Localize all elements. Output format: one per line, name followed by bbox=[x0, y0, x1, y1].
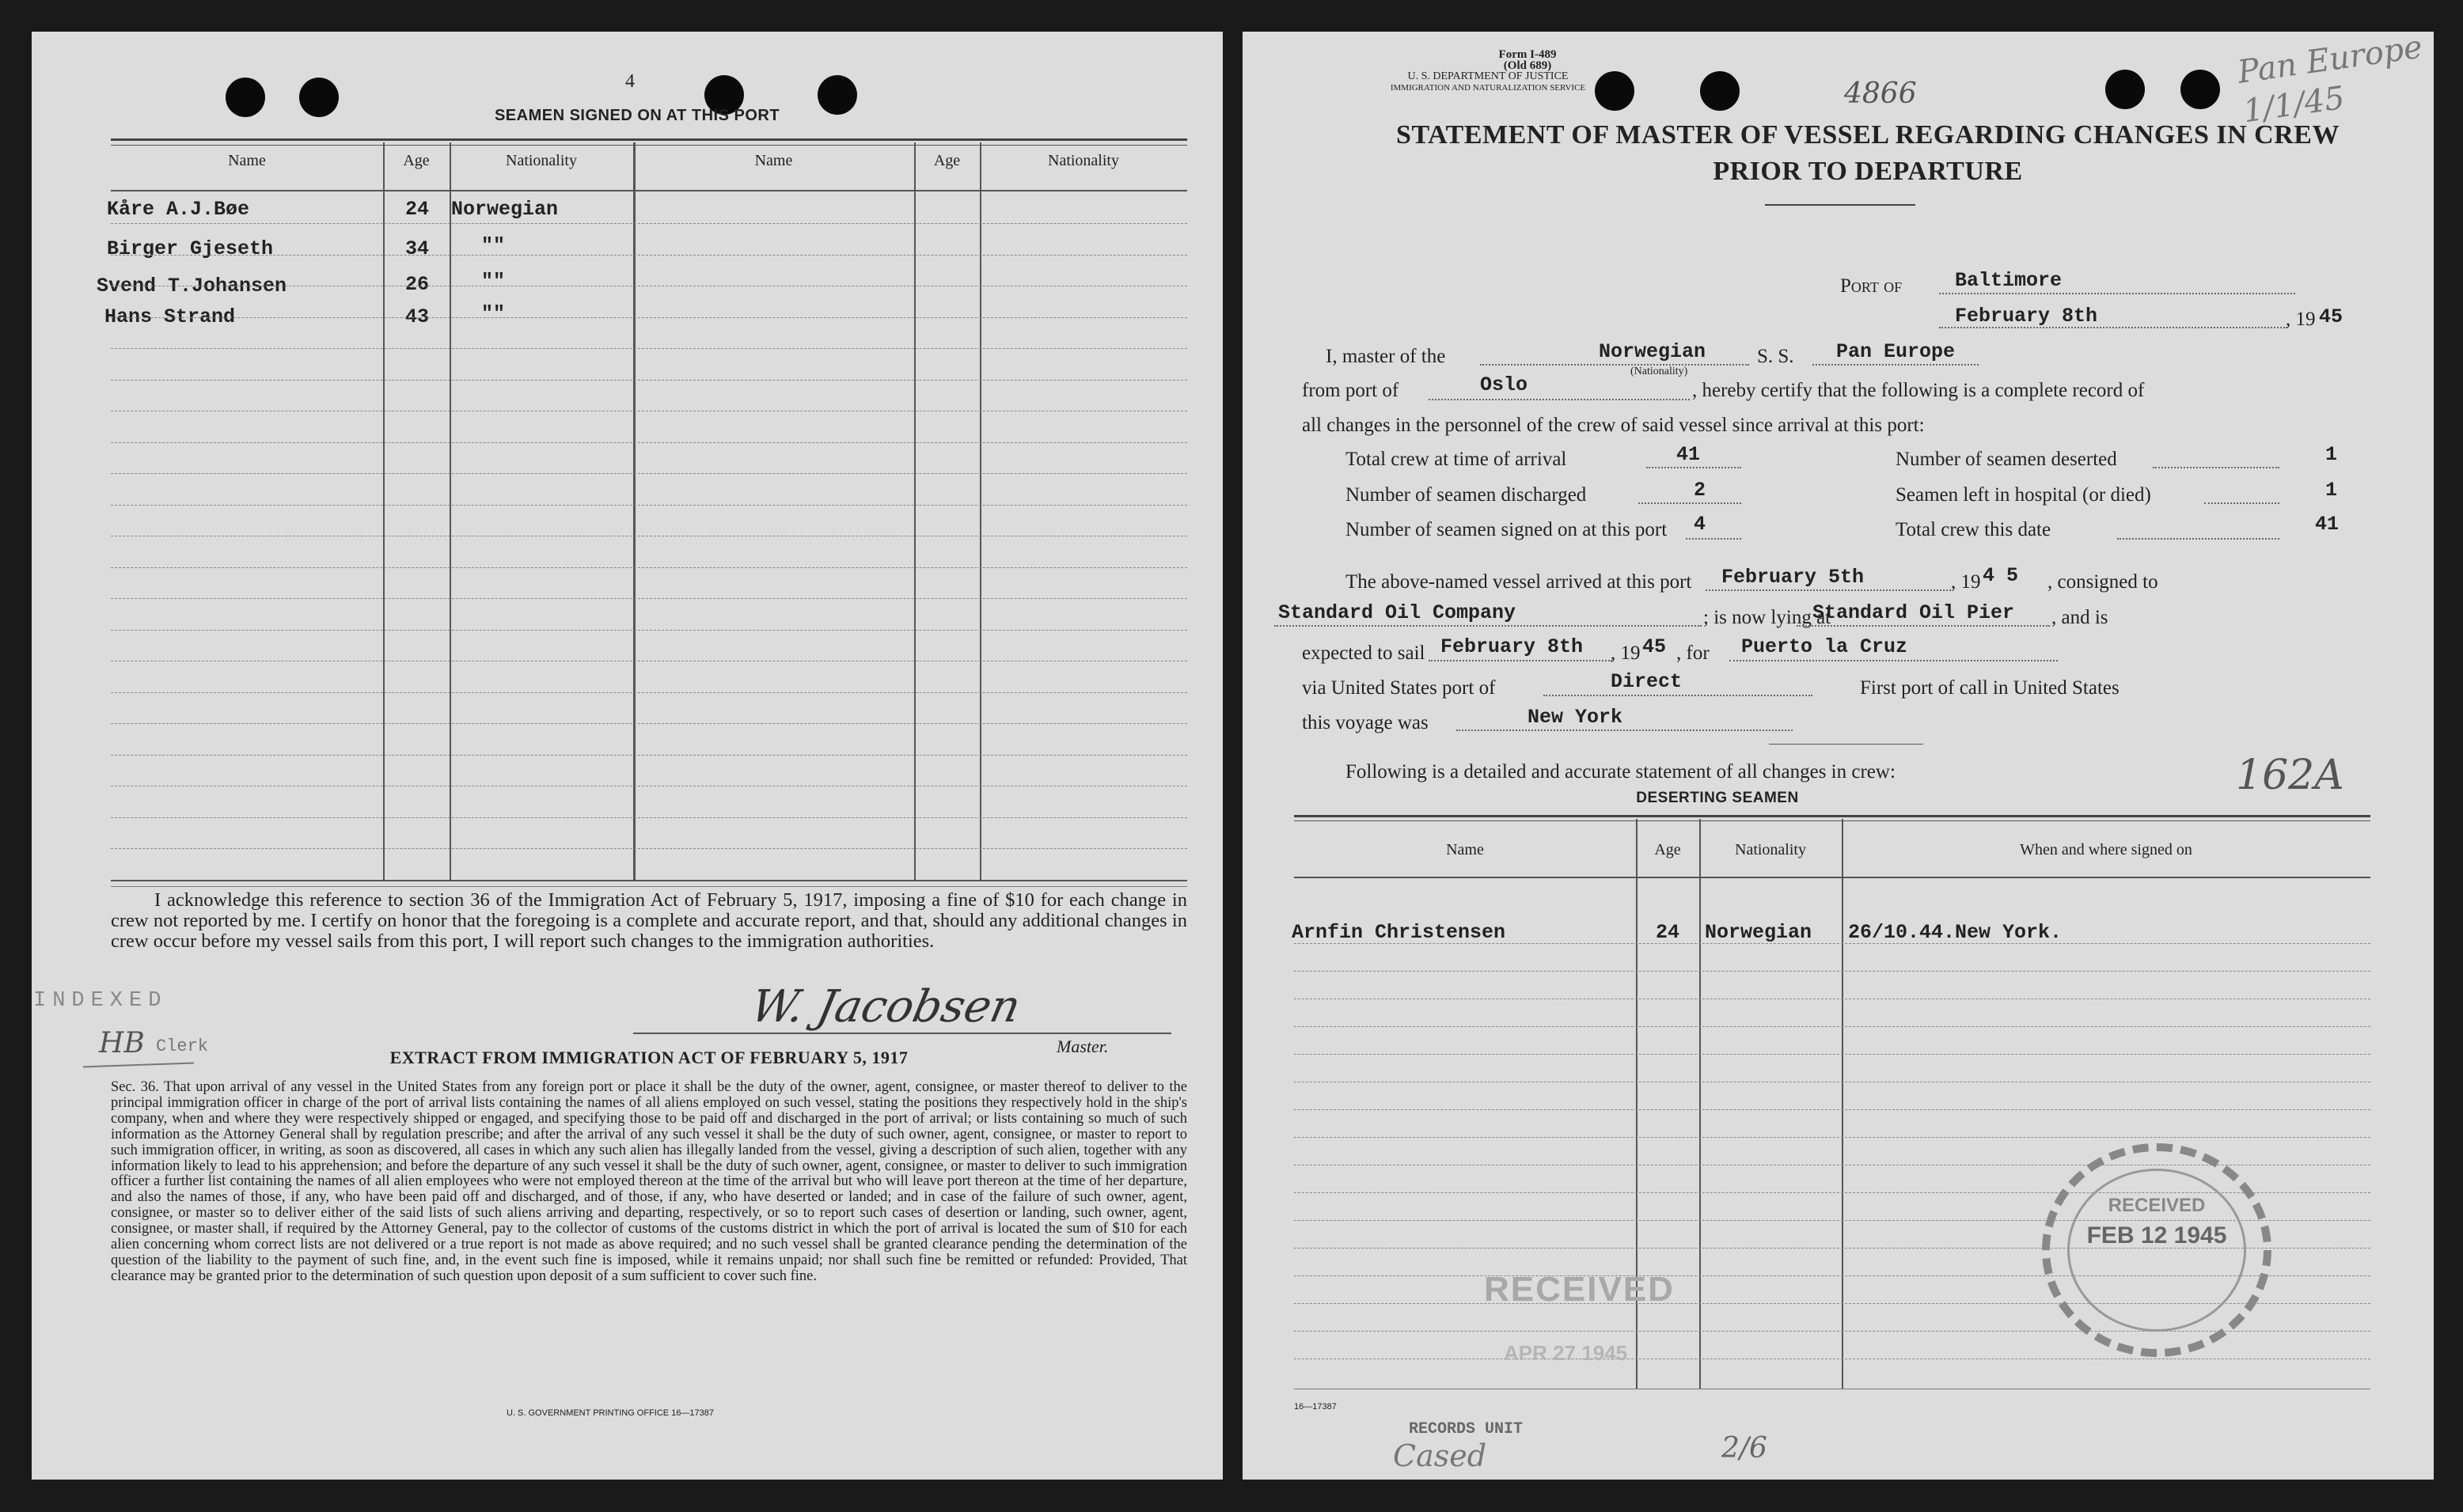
form-title-1: STATEMENT OF MASTER OF VESSEL REGARDING CHANGES IN CREW bbox=[1396, 120, 2340, 150]
col-header-age: Age bbox=[1654, 841, 1681, 858]
section-title: SEAMEN SIGNED ON AT THIS PORT bbox=[494, 107, 780, 124]
table-row-line bbox=[111, 473, 1187, 474]
handwritten-number: 4866 bbox=[1844, 78, 1917, 110]
date-fill-line bbox=[1939, 327, 2287, 328]
vessel-name: Pan Europe bbox=[1836, 340, 1956, 363]
stat-dots bbox=[1646, 467, 1741, 468]
table-row-line bbox=[1294, 943, 2370, 944]
title-rule bbox=[1765, 204, 1915, 206]
col-header-nationality: Nationality bbox=[1048, 152, 1119, 169]
page-number: 4 bbox=[625, 71, 635, 92]
ss-label: S. S. bbox=[1757, 346, 1794, 367]
consignee-fill-line bbox=[1274, 625, 1702, 627]
col-header-name: Name bbox=[1446, 841, 1484, 858]
form-id: Form I-489 bbox=[1498, 48, 1557, 61]
table-row-line bbox=[1294, 1054, 2370, 1055]
table-row-line bbox=[111, 723, 1187, 724]
stat-value-deserted: 1 bbox=[2325, 443, 2338, 466]
row-age: 26 bbox=[405, 273, 430, 296]
first-port-value: New York bbox=[1528, 706, 1623, 729]
table-bottom-rule bbox=[111, 880, 1187, 881]
table-top-rule bbox=[1294, 820, 2370, 821]
punch-hole bbox=[2180, 70, 2220, 109]
table-row-line bbox=[1294, 971, 2370, 972]
stat-value-signed-on: 4 bbox=[1694, 513, 1706, 536]
column-divider bbox=[450, 142, 451, 880]
certify-text: , hereby certify that the following is a complete record of bbox=[1692, 380, 2145, 401]
arrived-year-prefix: , 19 bbox=[1951, 571, 1981, 593]
sail-date-fill-line bbox=[1429, 660, 1612, 661]
clerk-initials: HB bbox=[99, 1027, 145, 1059]
stat-label-discharged: Number of seamen discharged bbox=[1345, 484, 1587, 506]
table-row-line bbox=[111, 223, 1187, 224]
col-header-age: Age bbox=[403, 152, 430, 169]
row-nationality: "" bbox=[481, 234, 506, 257]
table-row-line bbox=[111, 317, 1187, 318]
acknowledgment-text: I acknowledge this reference to section 36 of the Immigration Act of February 5, 1917, imposing a fine of $10 for each change in crew not reported by me. I certify on honor that the foregoing is a complete and accurate report, and that, should any additional changes in crew occur before my vessel sails from this port, I will report such changes to the immigration authorities. bbox=[111, 889, 1187, 952]
nationality-value: Norwegian bbox=[1599, 340, 1706, 363]
stat-label-hospital: Seamen left in hospital (or died) bbox=[1896, 484, 2151, 506]
and-is-label: , and is bbox=[2051, 607, 2108, 628]
row-nationality: Norwegian bbox=[451, 198, 559, 221]
dept-name: U. S. DEPARTMENT OF JUSTICE bbox=[1407, 70, 1569, 82]
master-signature: W. Jacobsen bbox=[746, 981, 1025, 1033]
stat-dots bbox=[1638, 502, 1741, 504]
stat-dots bbox=[1686, 538, 1741, 540]
stat-label-signed-on: Number of seamen signed on at this port bbox=[1345, 519, 1668, 540]
stat-label-arrival: Total crew at time of arrival bbox=[1345, 449, 1567, 470]
right-page bbox=[1243, 28, 2434, 1480]
records-unit-stamp: RECORDS UNIT bbox=[1409, 1420, 1524, 1438]
for-label: , for bbox=[1676, 642, 1710, 664]
destination-value: Puerto la Cruz bbox=[1741, 635, 1908, 658]
table-row-line bbox=[111, 567, 1187, 568]
deserter-nationality: Norwegian bbox=[1705, 921, 1812, 944]
received-date: APR 27 1945 bbox=[1504, 1341, 1628, 1365]
expected-label: expected to sail bbox=[1302, 642, 1425, 664]
extract-title: EXTRACT FROM IMMIGRATION ACT OF FEBRUARY 5, 1917 bbox=[389, 1048, 909, 1067]
deserter-signed-on: 26/10.44.New York. bbox=[1848, 921, 2063, 944]
col-header-name: Name bbox=[228, 152, 266, 169]
date-value: February 8th bbox=[1955, 305, 2098, 328]
table-row-line bbox=[111, 348, 1187, 349]
master-of-label: I, master of the bbox=[1326, 346, 1446, 367]
master-label: Master. bbox=[1057, 1036, 1109, 1056]
sail-year-prefix: , 19 bbox=[1611, 642, 1641, 664]
col-header-age: Age bbox=[933, 152, 961, 169]
ack-rule bbox=[111, 886, 1187, 887]
table-top-rule bbox=[111, 138, 1187, 141]
left-page bbox=[32, 32, 1223, 1480]
table-row-line bbox=[1294, 1026, 2370, 1027]
section-divider bbox=[1769, 744, 1923, 745]
via-label: via United States port of bbox=[1302, 677, 1496, 699]
printing-office: U. S. GOVERNMENT PRINTING OFFICE 16—17387 bbox=[507, 1408, 715, 1418]
nationality-caption: (Nationality) bbox=[1630, 366, 1688, 377]
signature-line bbox=[633, 1033, 1171, 1034]
stat-dots bbox=[2204, 502, 2279, 504]
table-row-line bbox=[111, 817, 1187, 818]
table-row-line bbox=[111, 598, 1187, 599]
table-row-line bbox=[111, 442, 1187, 443]
table-row-line bbox=[1294, 1137, 2370, 1138]
arrived-label: The above-named vessel arrived at this port bbox=[1345, 571, 1692, 593]
form-header bbox=[1448, 49, 1607, 71]
punch-hole bbox=[2105, 70, 2145, 109]
year-prefix: , 19 bbox=[2286, 309, 2316, 330]
sail-date: February 8th bbox=[1440, 635, 1584, 658]
header-rule bbox=[111, 190, 1187, 191]
column-divider bbox=[383, 142, 385, 880]
table-top-rule bbox=[111, 145, 1187, 146]
footer-code: 16—17387 bbox=[1294, 1402, 1337, 1412]
year-value: 45 bbox=[2319, 305, 2343, 328]
round-stamp-date: FEB 12 1945 bbox=[2086, 1222, 2227, 1249]
received-stamp: RECEIVED bbox=[1484, 1270, 1675, 1309]
this-voyage-label: this voyage was bbox=[1302, 712, 1429, 733]
via-fill-line bbox=[1543, 695, 1812, 696]
vessel-fill-line bbox=[1812, 364, 1979, 366]
stat-dots bbox=[2153, 467, 2279, 468]
consigned-label: , consigned to bbox=[2047, 571, 2158, 593]
row-age: 43 bbox=[405, 305, 430, 328]
row-age: 24 bbox=[405, 198, 430, 221]
table-row-line bbox=[111, 255, 1187, 256]
row-nationality: "" bbox=[481, 302, 506, 325]
arrived-fill-line bbox=[1706, 589, 1951, 591]
col-header-name: Name bbox=[754, 152, 793, 169]
round-stamp-label: RECEIVED bbox=[2108, 1195, 2206, 1216]
from-port-value: Oslo bbox=[1480, 373, 1528, 396]
column-divider bbox=[914, 142, 916, 880]
port-label: Port of bbox=[1840, 275, 1903, 297]
punch-hole bbox=[1700, 71, 1740, 111]
lying-label: ; is now lying at bbox=[1703, 607, 1831, 628]
row-name: Birger Gjeseth bbox=[107, 237, 274, 260]
col-header-signed-on: When and where signed on bbox=[2020, 841, 2192, 858]
clerk-label: Clerk bbox=[156, 1036, 209, 1056]
column-divider bbox=[980, 142, 981, 880]
from-port-fill-line bbox=[1429, 399, 1690, 400]
arrived-year: 4 5 bbox=[1983, 564, 2019, 587]
service-name: IMMIGRATION AND NATURALIZATION SERVICE bbox=[1390, 83, 1586, 93]
col-header-nationality: Nationality bbox=[506, 152, 577, 169]
column-divider bbox=[633, 142, 636, 880]
row-name: Hans Strand bbox=[104, 305, 236, 328]
deserter-name: Arnfin Christensen bbox=[1292, 921, 1506, 944]
table-row-line bbox=[111, 380, 1187, 381]
page-mark: 2/6 bbox=[1721, 1432, 1767, 1465]
form-old: (Old 689) bbox=[1503, 59, 1552, 72]
deserter-age: 24 bbox=[1656, 921, 1680, 944]
stat-value-arrival: 41 bbox=[1676, 443, 1701, 466]
table-row-line bbox=[111, 755, 1187, 756]
row-age: 34 bbox=[405, 237, 430, 260]
arrived-date: February 5th bbox=[1721, 566, 1865, 589]
first-port-label: First port of call in United States bbox=[1860, 677, 2120, 699]
table-row-line bbox=[111, 692, 1187, 693]
destination-fill-line bbox=[1729, 660, 2058, 661]
table-row-line bbox=[1294, 1109, 2370, 1110]
round-stamp bbox=[2042, 1143, 2271, 1357]
table-row-line bbox=[111, 630, 1187, 631]
punch-hole bbox=[299, 78, 339, 117]
row-name: Kåre A.J.Bøe bbox=[107, 198, 250, 221]
port-value: Baltimore bbox=[1955, 269, 2063, 292]
col-header-nationality: Nationality bbox=[1735, 841, 1806, 858]
agency-header bbox=[1322, 71, 1654, 93]
port-fill-line bbox=[1939, 293, 2295, 294]
stat-value-hospital: 1 bbox=[2325, 479, 2338, 502]
sail-year: 45 bbox=[1642, 635, 1667, 658]
nationality-fill-line bbox=[1480, 364, 1749, 366]
table-top-rule bbox=[1294, 815, 2370, 817]
records-handwritten: Cased bbox=[1393, 1438, 1487, 1473]
stat-label-deserted: Number of seamen deserted bbox=[1896, 449, 2117, 470]
header-rule bbox=[1294, 877, 2370, 878]
handwritten-corner: Pan Europe 1/1/45 bbox=[2235, 28, 2425, 131]
certify-text-2: all changes in the personnel of the crew of said vessel since arrival at this port: bbox=[1302, 415, 1925, 436]
row-name: Svend T.Johansen bbox=[97, 275, 287, 297]
extract-body: Sec. 36. That upon arrival of any vessel in the United States from any foreign port or place it shall be the duty of the owner, agent, consignee, or master thereof to deliver to the principal immigration officer in charge of the port of arrival lists containing the names of all aliens employed on such vessel, stating the positions they respectively hold in the ship's company, when and where they were respectively shipped or engaged, and specifying those to be paid off and discharged in the port of arrival; or lists containing so much of such information as the Attorney General shall by regulation prescribe; and after the arrival of any such vessel it shall be the duty of such owner, agent, consignee, or master to report to such immigration officer, in writing, as soon as discovered, all cases in which any such alien has illegally landed from the vessel, giving a description of such alien, together with any information likely to lead to his apprehension; and before the departure of any such vessel it shall be the duty of such owner, agent, consignee, or master to deliver to such immigration officer a further list containing the names of all alien employees who were not employed thereon at the time of the arrival but who will leave port thereon at the time of her departure, and also the names of those, if any, who have been paid off and discharged, and of those, if any, who have deserted or landed; and in case of the failure of such owner, agent, consignee, or master so to deliver either of the said lists of such aliens arriving and departing, respectively, or so to report such cases of desertion or landing, such owner, agent, consignee, or master shall, if required by the Attorney General, pay to the collector of customs of the customs district in which the port of arrival is located the sum of $10 for each alien concerning whom correct lists are not delivered or a true report is not made as above required; and no such vessel shall be granted clearance pending the determination of the question of the liability to the payment of such fine, and, in the event such fine is imposed, while it remains unpaid; nor shall such fine be remitted or refunded: Provided, That clearance may be granted prior to the determination of such question upon deposit of a sum sufficient to cover such fine. bbox=[111, 1079, 1187, 1284]
row-nationality: "" bbox=[481, 270, 506, 293]
stat-value-total: 41 bbox=[2315, 513, 2340, 536]
stat-value-discharged: 2 bbox=[1694, 479, 1706, 502]
via-value: Direct bbox=[1611, 670, 1683, 693]
first-port-fill-line bbox=[1456, 729, 1793, 731]
table-row-line bbox=[111, 505, 1187, 506]
form-title-2: PRIOR TO DEPARTURE bbox=[1713, 157, 2023, 186]
stat-dots bbox=[2117, 538, 2279, 540]
stat-label-total: Total crew this date bbox=[1896, 519, 2051, 540]
following-label: Following is a detailed and accurate statement of all changes in crew: bbox=[1345, 761, 1896, 783]
from-port-label: from port of bbox=[1302, 380, 1399, 401]
punch-hole bbox=[818, 75, 857, 115]
lying-fill-line bbox=[1797, 625, 2050, 627]
indexed-stamp: INDEXED bbox=[33, 989, 168, 1013]
table-row-line bbox=[111, 848, 1187, 849]
deserting-title: DESERTING SEAMEN bbox=[1636, 790, 1799, 806]
lying-value: Standard Oil Pier bbox=[1812, 601, 2015, 624]
consignee-value: Standard Oil Company bbox=[1278, 601, 1516, 624]
handwritten-ref: 162A bbox=[2236, 752, 2344, 799]
punch-hole bbox=[226, 78, 265, 117]
